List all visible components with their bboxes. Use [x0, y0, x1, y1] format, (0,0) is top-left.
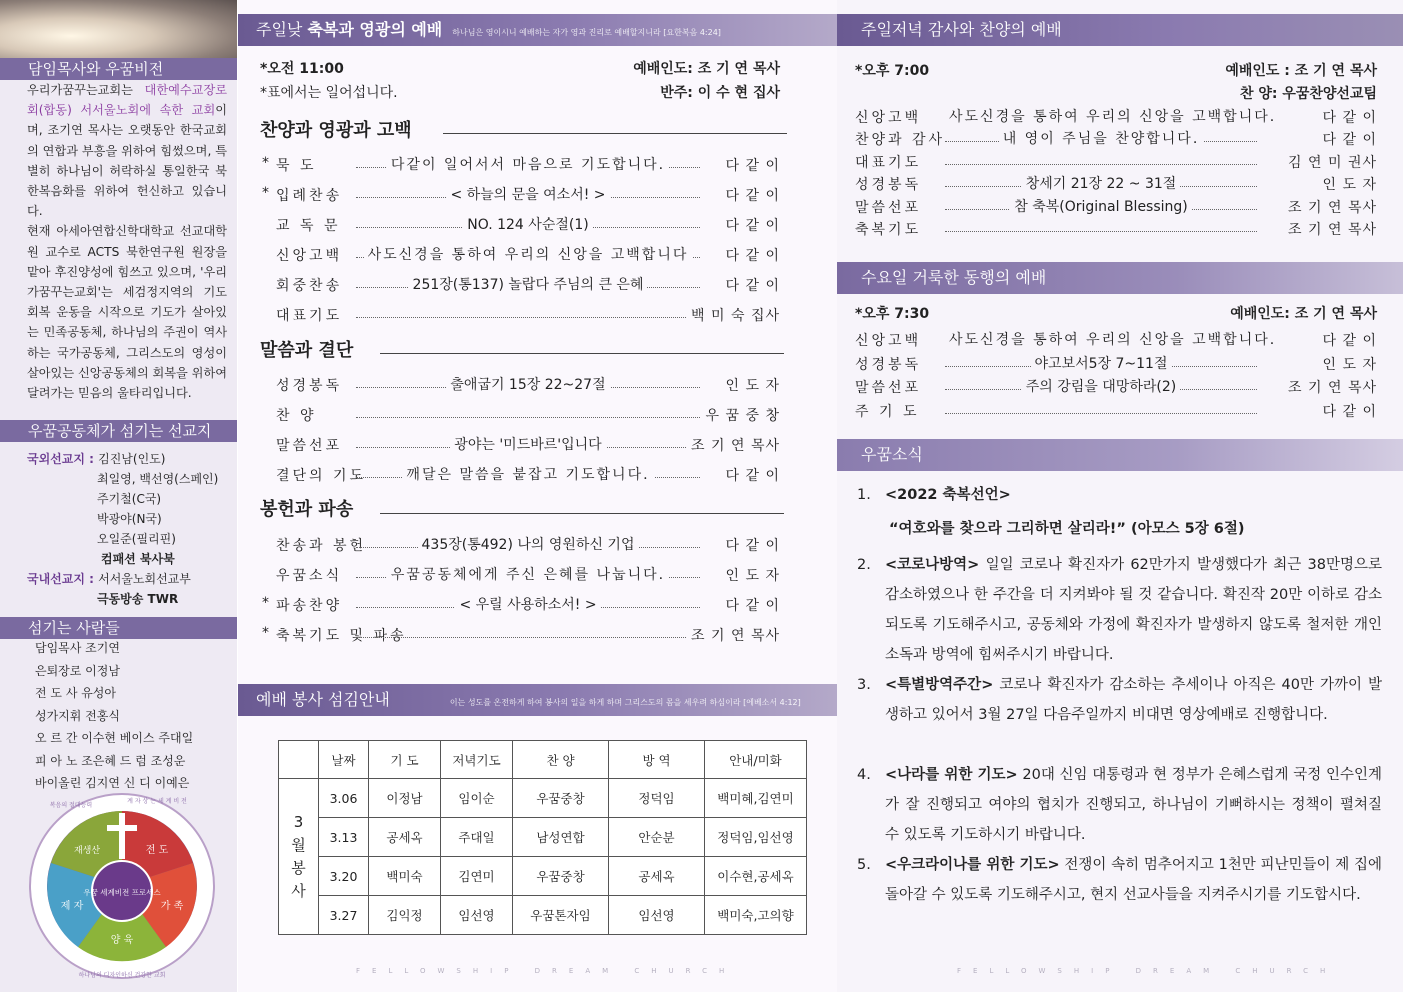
- section-rule: [380, 353, 784, 354]
- order-item-detail: 깨달은 말씀을 붙잡고 기도합니다.: [402, 467, 653, 483]
- table-cell: 이정남: [369, 779, 441, 818]
- order-item-name: 성경봉독: [276, 378, 343, 394]
- table-cell: 공세옥: [369, 818, 441, 857]
- order-item-name: 찬 양: [276, 408, 317, 424]
- news-number: 2.: [857, 557, 871, 573]
- ring-bottom: 하나님의 디자인하신 건강한 교회: [78, 972, 166, 979]
- order-item-person: 다 같 이: [722, 468, 780, 484]
- news-body: 전쟁이 속히 멈추어지고 1천만 피난민들이 제 집에 돌아갈 수 있도록 기도해주시고, 현지 선교사들을 지켜주시기를 기도합시다.: [885, 857, 1382, 903]
- order-item-name: 성경봉독: [855, 356, 922, 373]
- vision-emblem: [27, 791, 217, 981]
- news-band: 우꿈소식: [837, 439, 1403, 471]
- table-header: 찬 양: [513, 741, 609, 779]
- order-item-person: 다 같 이: [722, 188, 780, 204]
- order-item-detail: 251장(통137) 놀랍다 주님의 큰 은혜: [409, 277, 648, 293]
- order-item-detail: 사도신경을 통하여 우리의 신앙을 고백합니다.: [945, 332, 1280, 348]
- sunday-morning-panel: [238, 0, 837, 992]
- order-item-name: 찬양과 감사: [855, 132, 946, 149]
- order-item-person: 다 같 이: [722, 598, 780, 614]
- dotted-leader: [356, 417, 700, 418]
- table-cell: 김연미: [441, 857, 513, 896]
- news-headline: <특별방역주간>: [885, 677, 994, 693]
- candle-photo: [0, 0, 237, 60]
- news-number: 1.: [857, 487, 871, 503]
- section-title: 찬양과 영광과 고백: [260, 120, 412, 141]
- wednesday-band: 수요일 거룩한 동행의 예배: [837, 262, 1403, 294]
- order-item-person: 다 같 이: [722, 278, 780, 294]
- sunday-pm-band: 주일저녁 감사와 찬양의 예배: [837, 14, 1403, 46]
- order-item-person: 인 도 자: [722, 568, 780, 584]
- table-cell: 3.06: [319, 779, 369, 818]
- table-corner: [279, 741, 319, 779]
- order-item-person: 다 같 이: [722, 538, 780, 554]
- dotted-leader: [356, 637, 700, 638]
- section-rule: [380, 513, 784, 514]
- pastor-bio: 우리가꿈꾸는교회는 대한예수교장로회(합동) 서서울노회에 속한 교회이며, 조기연 목사는 오랫동안 한국교회의 연합과 부흥을 위하여 힘썼으며, 특별히 하나님이 허락하실 통일한국 북한복음화를 위하여 헌신하고 있습니다. 현재 아세아연합신학대학교 선교대학원 교수로 ACTS 북한연구원 원장을 맡아 후진양성에 힘쓰고 있으며, '우리가꿈꾸는교회'는 세검정지역의 기도 회복 운동을 시작으로 기도가 살아있는 민족공동체, 하나님의 주권이 역사하는 국가공동체, 그리스도의 영성이 살아있는 신앙공동체의 회복을 위하여 달려가는 믿음의 울타리입니다.: [27, 83, 227, 401]
- dotted-leader: [356, 317, 700, 318]
- order-item-detail: 창세기 21장 22 ~ 31절: [1022, 176, 1181, 192]
- table-header-row: [279, 741, 807, 779]
- server-row: 은퇴장로 이정남: [35, 663, 120, 678]
- seg-disciple: 제 자: [60, 901, 84, 912]
- order-item-person: 조 기 연 목사: [1284, 200, 1377, 216]
- order-item-person: 조 기 연 목사: [687, 628, 780, 644]
- news-verse: “여호와를 찾으라 그리하면 살리라!” (아모스 5장 6절): [889, 521, 1245, 537]
- ring-left: 복음의 절대능력: [49, 802, 93, 809]
- order-item-name: 대표기도: [855, 154, 922, 171]
- order-item-person: 김 연 미 권사: [1284, 155, 1377, 171]
- news-item: [857, 550, 1382, 670]
- order-item-person: 조 기 연 목사: [687, 438, 780, 454]
- order-item-detail: < 하늘의 문을 여소서! >: [446, 187, 609, 203]
- order-item-name: 축복기도 및 파송: [276, 628, 407, 644]
- table-cell: 임선영: [609, 896, 705, 935]
- order-item-detail: 사도신경을 통하여 우리의 신앙을 고백합니다: [364, 247, 693, 263]
- order-item-name: 교 독 문: [276, 218, 341, 234]
- dotted-leader: [945, 413, 1257, 414]
- server-row: 전 도 사 유성아: [35, 686, 116, 700]
- table-header: 날짜: [319, 741, 369, 779]
- month-label: 3 월 봉 사: [279, 779, 319, 935]
- order-item-person: 우 꿈 중 창: [702, 408, 780, 424]
- bio-heading: 담임목사와 우꿈비전: [0, 58, 237, 80]
- news-body: 코로나 확진자가 감소하는 추세이나 아직은 40만 가까이 발생하고 있어서 3월 27일 다음주일까지 비대면 영상예배로 진행합니다.: [885, 677, 1382, 723]
- news-item: [857, 480, 1382, 544]
- table-cell: 백미숙: [369, 857, 441, 896]
- order-item-person: 인 도 자: [1319, 177, 1377, 193]
- order-item-person: 인 도 자: [1319, 357, 1377, 373]
- right-panel: [837, 0, 1403, 992]
- section-title: 말씀과 결단: [260, 340, 354, 361]
- news-number: 3.: [857, 677, 871, 693]
- table-cell: 안순분: [609, 818, 705, 857]
- order-item-detail: 우꿈공동체에게 주신 은혜를 나눕니다.: [387, 567, 669, 583]
- table-cell: 임이순: [441, 779, 513, 818]
- table-header: 저녁기도: [441, 741, 513, 779]
- order-item-person: 다 같 이: [722, 158, 780, 174]
- wed-time: *오후 7:30: [855, 306, 930, 322]
- table-cell: 3.13: [319, 818, 369, 857]
- sunday-am-band: 주일낮 축복과 영광의 예배 하나님은 영이시니 예배하는 자가 영과 진리로 예배할지니라 [요한복음 4:24]: [238, 14, 837, 46]
- order-item-name: 성경봉독: [855, 177, 922, 194]
- table-row: [279, 896, 807, 935]
- order-item-person: 조 기 연 목사: [1284, 222, 1377, 238]
- order-item-detail: 출애굽기 15장 22~27절: [446, 377, 609, 393]
- server-row: 피 아 노 조은혜 드 럼 조성운: [35, 753, 186, 768]
- order-item-person: 조 기 연 목사: [1284, 380, 1377, 396]
- table-cell: 백미숙,고의향: [705, 896, 807, 935]
- standing-note: *표에서는 일어섭니다.: [260, 85, 398, 101]
- news-headline: <나라를 위한 기도>: [885, 767, 1018, 783]
- duty-table: [278, 740, 807, 935]
- news-headline: <우크라이나를 위한 기도>: [885, 857, 1060, 873]
- emblem-center: 우꿈 세계비전 프로세스: [83, 888, 161, 897]
- news-item: [857, 760, 1382, 850]
- order-item-name: 파송찬양: [276, 598, 343, 614]
- pm-praise: 찬 양: 우꿈찬양선교팀: [1239, 86, 1377, 102]
- dotted-leader: [945, 164, 1257, 165]
- servers-list: [35, 637, 235, 795]
- order-item-detail: 다같이 일어서서 마음으로 기도합니다.: [387, 157, 669, 173]
- server-row: 성가지휘 전홍식: [35, 708, 120, 723]
- table-cell: 이수현,공세옥: [705, 857, 807, 896]
- order-item-name: 묵 도: [276, 158, 317, 174]
- table-cell: 주대일: [441, 818, 513, 857]
- table-row: [279, 818, 807, 857]
- news-number: 5.: [857, 857, 871, 873]
- table-cell: 백미혜,김연미: [705, 779, 807, 818]
- section-rule: [443, 133, 787, 134]
- service-time: *오전 11:00: [260, 61, 344, 77]
- seg-nurture: 양 육: [110, 935, 134, 946]
- news-body: 20대 신임 대통령과 현 정부가 은혜스럽게 국정 인수인계가 잘 진행되고 여야의 협치가 진행되고, 하나님이 기뻐하시는 정책이 펼쳐질 수 있도록 기도하시기 바랍니다.: [885, 767, 1382, 843]
- table-cell: 3.27: [319, 896, 369, 935]
- table-cell: 김익정: [369, 896, 441, 935]
- table-header: 안내/미화: [705, 741, 807, 779]
- order-item-name: 회중찬송: [276, 278, 343, 294]
- order-item-person: 다 같 이: [1319, 132, 1377, 148]
- server-row: 바이올린 김지연 신 디 이예은: [35, 776, 190, 790]
- table-header: 기 도: [369, 741, 441, 779]
- order-item-name: 말씀선포: [855, 380, 922, 396]
- order-item-person: 다 같 이: [722, 218, 780, 234]
- table-cell: 임선영: [441, 896, 513, 935]
- order-item-detail: 435장(통492) 나의 영원하신 기업: [418, 537, 639, 553]
- order-item-detail: NO. 124 사순절(1): [463, 217, 592, 233]
- table-header: 방 역: [609, 741, 705, 779]
- order-item-name: 찬송과 봉헌: [276, 538, 367, 554]
- order-item-name: 말씀선포: [855, 199, 922, 216]
- dotted-leader: [945, 231, 1257, 232]
- order-item-detail: 내 영이 주님을 찬양합니다.: [999, 131, 1204, 147]
- order-item-name: 결단의 기도: [276, 468, 367, 484]
- order-item-detail: 주의 강림을 대망하라(2): [1022, 379, 1180, 395]
- required-stand-mark: *: [262, 155, 269, 171]
- server-row: 오 르 간 이수현 베이스 주대일: [35, 731, 194, 745]
- duty-band: 예배 봉사 섬김안내 이는 성도를 온전하게 하여 봉사의 일을 하게 하며 그리스도의 몸을 세우려 하심이라 [에베소서 4:12]: [238, 684, 837, 716]
- order-item-person: 인 도 자: [722, 378, 780, 394]
- news-headline: <코로나방역>: [885, 557, 980, 573]
- table-cell: 공세옥: [609, 857, 705, 896]
- order-item-name: 축복기도: [855, 222, 922, 238]
- order-item-detail: < 우릴 사용하소서! >: [455, 597, 600, 613]
- server-row: 담임목사 조기연: [35, 641, 120, 655]
- order-item-person: 다 같 이: [1319, 404, 1377, 420]
- table-cell: 정덕임: [609, 779, 705, 818]
- pm-leader: 예배인도 : 조 기 연 목사: [1225, 63, 1377, 79]
- pm-time: *오후 7:00: [855, 63, 930, 79]
- table-row: [279, 857, 807, 896]
- order-item-person: 백 미 숙 집사: [687, 308, 780, 324]
- seg-evangelism: 전 도: [145, 845, 169, 856]
- order-item-person: 다 같 이: [722, 248, 780, 264]
- servers-heading: 섬기는 사람들: [0, 617, 237, 639]
- seg-reproduce: 재생산: [73, 846, 101, 856]
- order-item-detail: 사도신경을 통하여 우리의 신앙을 고백합니다.: [945, 109, 1280, 125]
- news-item: [857, 670, 1382, 730]
- table-cell: 정덕임,임선영: [705, 818, 807, 857]
- section-title: 봉헌과 파송: [260, 499, 354, 520]
- footer-mark: FELLOWSHIP DREAM CHURCH: [957, 967, 1338, 975]
- table-cell: 우꿈톤자임: [513, 896, 609, 935]
- table-cell: 3.20: [319, 857, 369, 896]
- news-item: [857, 850, 1382, 910]
- wed-leader: 예배인도: 조 기 연 목사: [1230, 306, 1377, 322]
- seg-family: 가 족: [160, 901, 184, 912]
- news-number: 4.: [857, 767, 871, 783]
- accompanist: 반주: 이 수 현 집사: [660, 85, 780, 101]
- table-cell: 우꿈중창: [513, 857, 609, 896]
- order-item-name: 주 기 도: [855, 403, 920, 420]
- order-item-name: 대표기도: [276, 308, 343, 324]
- order-item-detail: 광야는 '미드바르'입니다: [450, 437, 605, 453]
- news-body: 일일 코로나 확진자가 62만가지 발생했다가 최근 38만명으로 감소하였으나 한 주간을 더 지켜봐야 될 것 같습니다. 확진작 20만 이하로 감소되도록 기도해주시고, 공동체와 가정에 확진자가 발생하지 않도록 철저한 개인 소독과 방역에 힘써주시기 바랍니다.: [885, 557, 1382, 663]
- missions-list: 국외선교지 : 김진남(인도) 최일영, 백선영(스페인) 주기철(C국) 박광야(N국) 오일준(필리핀) 컴패션 북사북 국내선교지 : 서서울노회선교부 극동방송 TWR: [27, 452, 219, 606]
- required-stand-mark: *: [262, 595, 269, 611]
- required-stand-mark: *: [262, 625, 269, 641]
- order-item-name: 신앙고백: [276, 248, 343, 264]
- order-item-name: 신앙고백: [855, 110, 922, 126]
- ring-top: 계 자 상 는 세 계 비 전: [127, 798, 187, 805]
- footer-mark: FELLOWSHIP DREAM CHURCH: [356, 967, 737, 975]
- required-stand-mark: *: [262, 185, 269, 201]
- news-headline: <2022 축복선언>: [885, 487, 1011, 503]
- table-cell: 남성연합: [513, 818, 609, 857]
- table-cell: 우꿈중창: [513, 779, 609, 818]
- order-item-name: 신앙고백: [855, 333, 922, 349]
- table-row: [279, 779, 807, 818]
- order-item-detail: 참 축복(Original Blessing): [1010, 199, 1192, 215]
- service-leader: 예배인도: 조 기 연 목사: [633, 61, 780, 77]
- order-item-name: 입례찬송: [276, 188, 343, 204]
- missions-heading: 우꿈공동체가 섬기는 선교지: [0, 420, 237, 442]
- order-item-name: 말씀선포: [276, 438, 343, 454]
- order-item-name: 우꿈소식: [276, 568, 343, 584]
- left-sidebar: [0, 0, 237, 992]
- order-item-person: 다 같 이: [1319, 333, 1377, 349]
- order-item-person: 다 같 이: [1319, 110, 1377, 126]
- order-item-detail: 야고보서5장 7~11절: [1031, 356, 1172, 372]
